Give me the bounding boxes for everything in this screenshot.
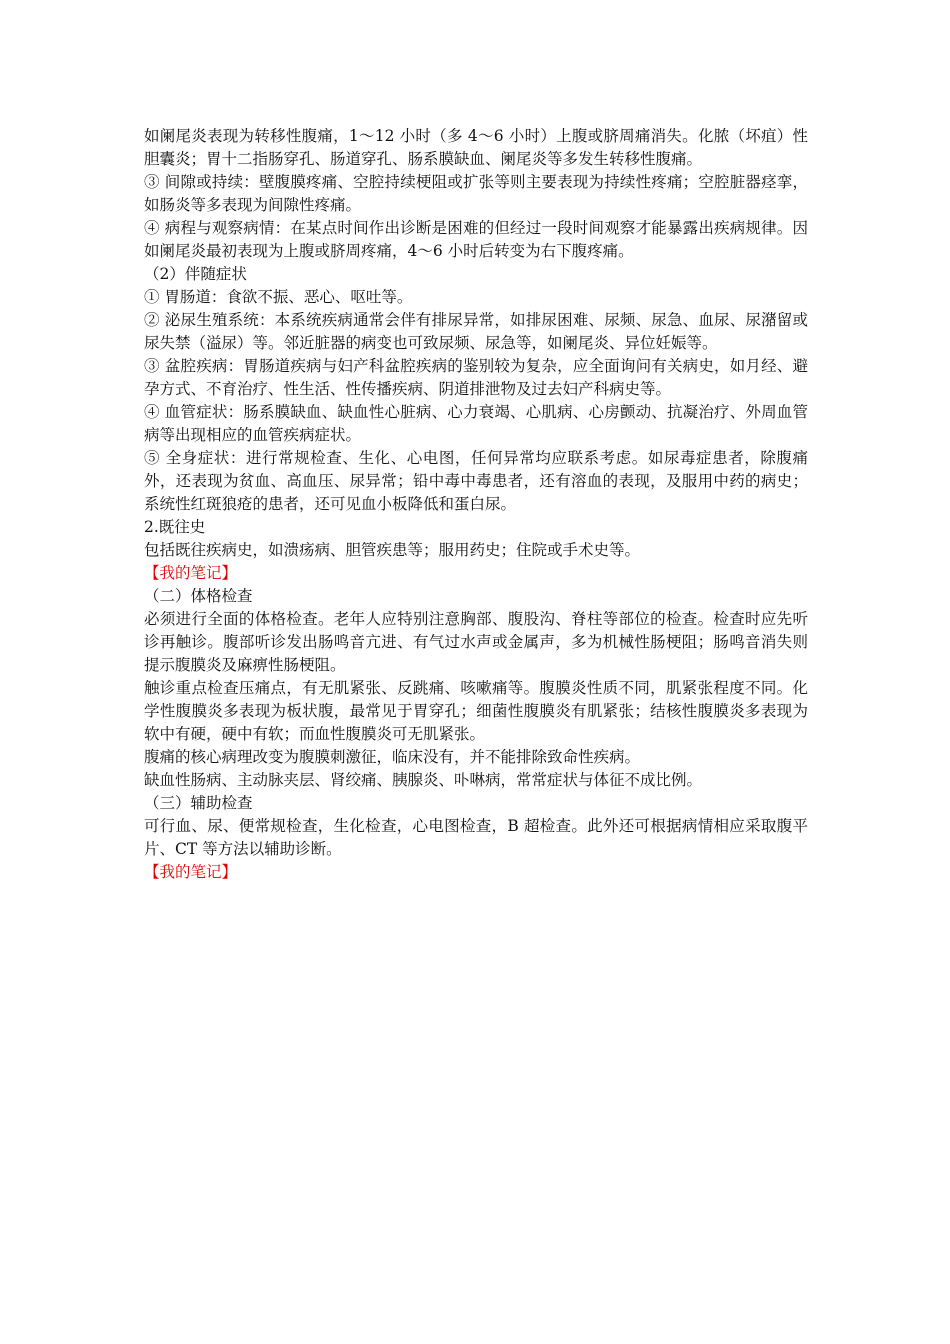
paragraph-course-and-observation: ④ 病程与观察病情：在某点时间作出诊断是困难的但经过一段时间观察才能暴露出疾病规律。因如阑尾炎最初表现为上腹或脐周疼痛，4～6 小时后转变为右下腹疼痛。 [144, 219, 808, 260]
paragraph-pelvic-disease: ③ 盆腔疾病：胃肠道疾病与妇产科盆腔疾病的鉴别较为复杂，应全面询问有关病史，如月经、避孕方式、不育治疗、性生活、性传播疾病、阴道排泄物及过去妇产科病史等。 [144, 357, 808, 398]
paragraph-peritoneal-irritation: 腹痛的核心病理改变为腹膜刺激征，临床没有，并不能排除致命性疾病。 [144, 748, 641, 766]
paragraph-past-history: 包括既往疾病史，如溃疡病、胆管疾患等；服用药史；住院或手术史等。 [144, 541, 641, 559]
paragraph-gastrointestinal: ① 胃肠道：食欲不振、恶心、呕吐等。 [144, 288, 413, 306]
paragraph-vascular-symptoms: ④ 血管症状：肠系膜缺血、缺血性心脏病、心力衰竭、心肌病、心房颤动、抗凝治疗、外周血管病等出现相应的血管疾病症状。 [144, 403, 808, 444]
paragraph-appendicitis-migratory-pain: 如阑尾炎表现为转移性腹痛，1～12 小时（多 4～6 小时）上腹或脐周痛消失。化脓（坏疽）性胆囊炎；胃十二指肠穿孔、肠道穿孔、肠系膜缺血、阑尾炎等多发生转移性腹痛。 [144, 127, 808, 168]
paragraph-palpation: 触诊重点检查压痛点，有无肌紧张、反跳痛、咳嗽痛等。腹膜炎性质不同，肌紧张程度不同。化学性腹膜炎多表现为板状腹，最常见于胃穿孔；细菌性腹膜炎有肌紧张；结核性腹膜炎多表现为软中有硬，硬中有软；而血性腹膜炎可无肌紧张。 [144, 679, 808, 743]
paragraph-physical-exam: 必须进行全面的体格检查。老年人应特别注意胸部、腹股沟、脊柱等部位的检查。检查时应先听诊再触诊。腹部听诊发出肠鸣音亢进、有气过水声或金属声，多为机械性肠梗阻；肠鸣音消失则提示腹膜炎及麻痹性肠梗阻。 [144, 610, 808, 674]
heading-accompanying-symptoms: （2）伴随症状 [144, 265, 247, 283]
my-notes-label: 【我的笔记】 [144, 863, 238, 881]
paragraph-disproportionate-symptoms: 缺血性肠病、主动脉夹层、肾绞痛、胰腺炎、卟啉病，常常症状与体征不成比例。 [144, 771, 703, 789]
heading-past-history: 2.既往史 [144, 518, 206, 536]
heading-auxiliary-exam: （三）辅助检查 [144, 794, 253, 812]
document-page [144, 125, 808, 884]
paragraph-systemic-symptoms: ⑤ 全身症状：进行常规检查、生化、心电图，任何异常均应联系考虑。如尿毒症患者，除腹痛外，还表现为贫血、高血压、尿异常；铅中毒中毒患者，还有溶血的表现，及服用中药的病史；系统性红斑狼疮的患者，还可见血小板降低和蛋白尿。 [144, 449, 808, 513]
paragraph-auxiliary-exam: 可行血、尿、便常规检查，生化检查，心电图检查，B 超检查。此外还可根据病情相应采取腹平片、CT 等方法以辅助诊断。 [144, 817, 808, 858]
paragraph-intermittent-or-continuous: ③ 间隙或持续：壁腹膜疼痛、空腔持续梗阻或扩张等则主要表现为持续性疼痛；空腔脏器痉挛，如肠炎等多表现为间隙性疼痛。 [144, 173, 808, 214]
heading-physical-exam: （二）体格检查 [144, 587, 253, 605]
paragraph-urogenital: ② 泌尿生殖系统：本系统疾病通常会伴有排尿异常，如排尿困难、尿频、尿急、血尿、尿潴留或尿失禁（溢尿）等。邻近脏器的病变也可致尿频、尿急等，如阑尾炎、异位妊娠等。 [144, 311, 808, 352]
my-notes-label: 【我的笔记】 [144, 564, 238, 582]
